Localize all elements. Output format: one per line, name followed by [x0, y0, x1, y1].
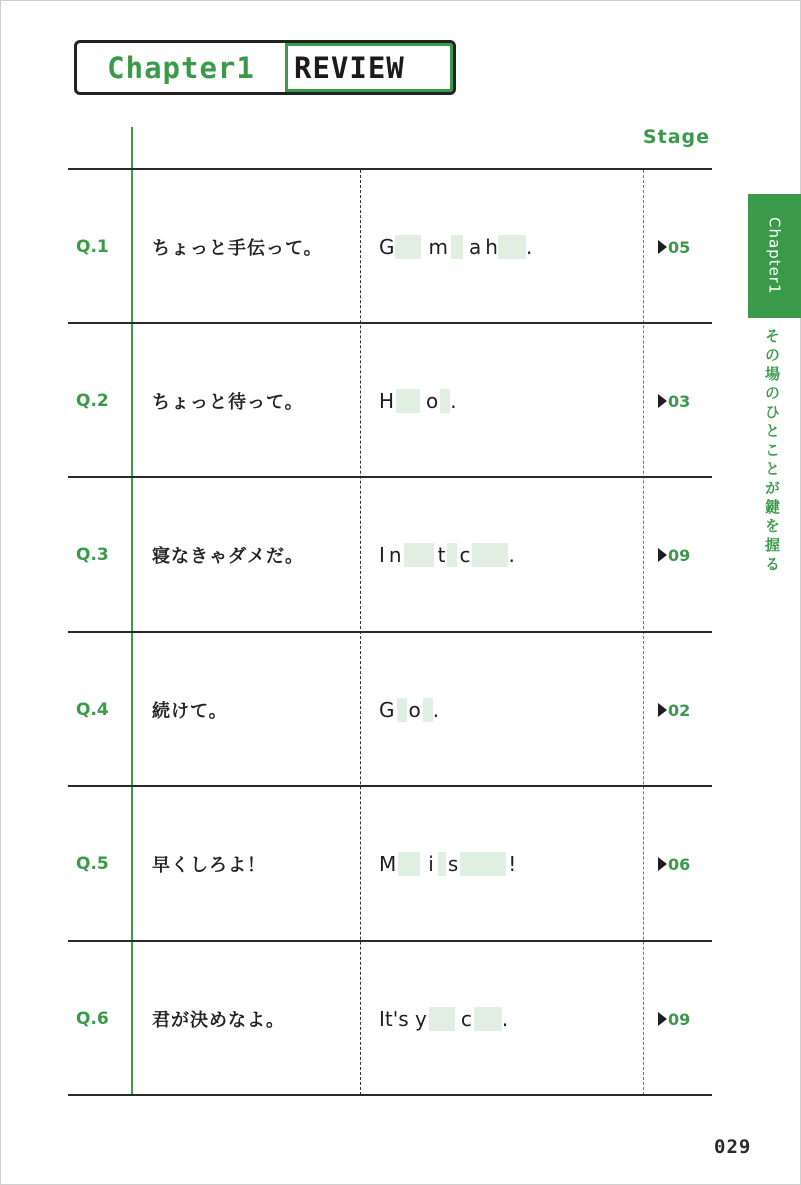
- arrow-icon: [658, 240, 667, 254]
- english-answer: M i s !: [379, 852, 517, 876]
- japanese-phrase: 続けて。: [152, 701, 228, 722]
- arrow-icon: [658, 857, 667, 871]
- stage-reference: 03: [658, 324, 690, 478]
- review-title-label: REVIEW: [285, 43, 453, 92]
- arrow-icon: [658, 394, 667, 408]
- answer-blank[interactable]: [438, 852, 446, 876]
- japanese-phrase: 寝なきゃダメだ。: [152, 546, 304, 567]
- question-number: Q.4: [76, 700, 109, 720]
- answer-blank[interactable]: [451, 235, 463, 259]
- arrow-icon: [658, 548, 667, 562]
- answer-blank[interactable]: [396, 389, 420, 413]
- question-number: Q.6: [76, 1009, 109, 1029]
- english-answer: It's y c .: [379, 1007, 509, 1031]
- chapter-title-label: Chapter1: [107, 50, 255, 85]
- question-number: Q.3: [76, 545, 109, 565]
- english-answer: G o .: [379, 698, 440, 722]
- chapter-side-tab[interactable]: [748, 194, 801, 318]
- answer-blank[interactable]: [398, 852, 420, 876]
- page-number: 029: [714, 1136, 752, 1158]
- stage-reference: 09: [658, 478, 690, 632]
- stage-reference: 05: [658, 170, 690, 324]
- question-row: [68, 787, 712, 941]
- arrow-icon: [658, 1012, 667, 1026]
- question-row: [68, 633, 712, 787]
- question-number: Q.2: [76, 391, 109, 411]
- japanese-phrase: ちょっと待って。: [152, 392, 304, 413]
- answer-blank[interactable]: [397, 698, 407, 722]
- japanese-phrase: 早くしろよ！: [152, 855, 266, 876]
- question-row: [68, 170, 712, 324]
- stage-column-header: Stage: [642, 126, 710, 148]
- question-number: Q.5: [76, 854, 109, 874]
- answer-blank[interactable]: [423, 698, 433, 722]
- stage-reference: 09: [658, 942, 690, 1096]
- chapter-subtitle: その場のひとことが鍵を握る: [763, 328, 781, 575]
- question-row: [68, 942, 712, 1096]
- japanese-phrase: 君が決めなよ。: [152, 1010, 285, 1031]
- answer-blank[interactable]: [498, 235, 526, 259]
- english-answer: G m a h .: [379, 235, 533, 259]
- stage-reference: 02: [658, 633, 690, 787]
- chapter-side-tab-label: Chapter1: [765, 217, 784, 295]
- stage-reference: 06: [658, 787, 690, 941]
- question-row: [68, 324, 712, 478]
- english-answer: I n t c .: [379, 543, 515, 567]
- english-answer: H o .: [379, 389, 457, 413]
- japanese-phrase: ちょっと手伝って。: [152, 238, 323, 259]
- answer-blank[interactable]: [404, 543, 434, 567]
- answer-blank[interactable]: [460, 852, 506, 876]
- answer-blank[interactable]: [472, 543, 508, 567]
- answer-blank[interactable]: [474, 1007, 502, 1031]
- answer-blank[interactable]: [440, 389, 450, 413]
- answer-blank[interactable]: [395, 235, 421, 259]
- arrow-icon: [658, 703, 667, 717]
- answer-blank[interactable]: [429, 1007, 455, 1031]
- answer-blank[interactable]: [447, 543, 457, 567]
- question-number: Q.1: [76, 237, 109, 257]
- chapter-title-badge: [74, 40, 456, 95]
- question-row: [68, 478, 712, 632]
